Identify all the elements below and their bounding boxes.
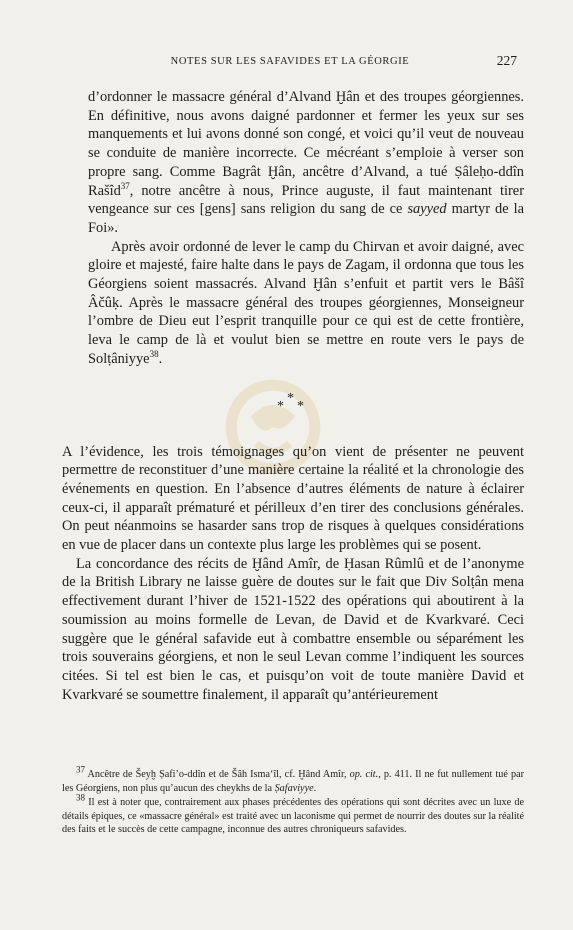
separator-star: * <box>287 390 294 406</box>
page-number: 227 <box>496 53 517 68</box>
footnote-ref-38[interactable]: 38 <box>149 349 159 360</box>
footnote-38: $^{38}$ Il est à noter que, contrairement aux phases précédentes des opérations qui sont décrites avec un luxe de détails épiques, ce «massacre général» est traité avec un laconisme qui permet de nourrir des doutes sur la réalité des faits et le succès de cette campagne, inconnue des autres chroniqueurs safavides. <box>62 792 525 836</box>
quote-paragraph-1: d’ordonner le massacre général d’Alvand Ḫân et des troupes géorgiennes. En définitive, nous avons daigné pardonner et fermer les yeux sur ses manquements et lui avons donné son congé, et voici qu’il veut de nouveau se conduite de manière incorrecte. Ce mécréant s’emploie à verser son propre sang. Comme Bagrât Ḫân, ancêtre d’Alvand, a tué Ṣâleḥo-ddîn Rašîd$^{37}$, notre ancêtre à nous, Prince auguste, il faut maintenant tirer vengeance sur ces [gens] sans religion du sang de ce sayyed martyr de la Foi». <box>88 89 524 236</box>
main-text <box>62 88 524 704</box>
quoted-passage <box>62 88 524 369</box>
footnote-37: $^{37}$ Ancêtre de Šeyḫ Ṣafi’o-ddîn et de Šâh Isma‘îl, cf. Ḫând Amîr, op. cit., p. 411. Il ne fut nullement tué par les Géorgiens, non plus qu’aucun des cheykhs de la Ṣafaviyye. <box>62 764 525 794</box>
section-separator <box>62 379 524 419</box>
body-paragraph-1: A l’évidence, les trois témoignages qu’on vient de présenter ne peuvent permettre de reconstituer d’une manière certaine la réalité et la chronologie des événements en question. En l’absence d’autres éléments de nature à éclairer ceux-ci, il apparaît prématuré et périlleux d’en tirer des conclusions générales. On peut néanmoins se hasarder sans trop de risques à quelques considérations en vue de placer dans un contexte plus large les problèmes qui se posent. <box>62 443 524 554</box>
separator-star: * <box>297 398 304 414</box>
separator-star: * <box>277 398 284 414</box>
running-title: NOTES SUR LES SAFAVIDES ET LA GÉORGIE <box>170 56 410 67</box>
footnote-ref-37[interactable]: 37 <box>120 180 130 191</box>
quote-paragraph-2: Après avoir ordonné de lever le camp du Chirvan et avoir daigné, avec gloire et majesté, faire halte dans le pays de Zagam, il ordonna que tous les Géorgiens soient massacrés. Alvand Ḫân s’enfuit et partit vers le Bâšî Âčûḳ. Après le massacre général des troupes géorgiennes, Monseigneur l’ombre de Dieu eut l’esprit tranquille pour ce qui est de cette frontière, leva le camp de là et voulut bien se mettre en route vers le pays de Solṭâniyye$^{38}$. <box>88 238 524 367</box>
footnotes <box>62 764 525 838</box>
body-paragraph-2: La concordance des récits de Ḫând Amîr, de Ḥasan Rûmlû et de l’anonyme de la British Library ne laisse guère de doutes sur le fait que Div Solṭân mena effectivement durant l’hiver de 1521-1522 des opérations qui aboutirent à la soumission au moins formelle de Levan, de David et de Kvarkvaré. Ceci suggère que le général safavide eut à combattre ensemble ou séparément les trois souverains géorgiens, et non le seul Levan comme l’indiquent les sources citées. Si tel est bien le cas, et puisqu’on voit de toute manière David et Kvarkvaré se soumettre finalement, il apparaît qu’antérieurement <box>62 555 524 703</box>
